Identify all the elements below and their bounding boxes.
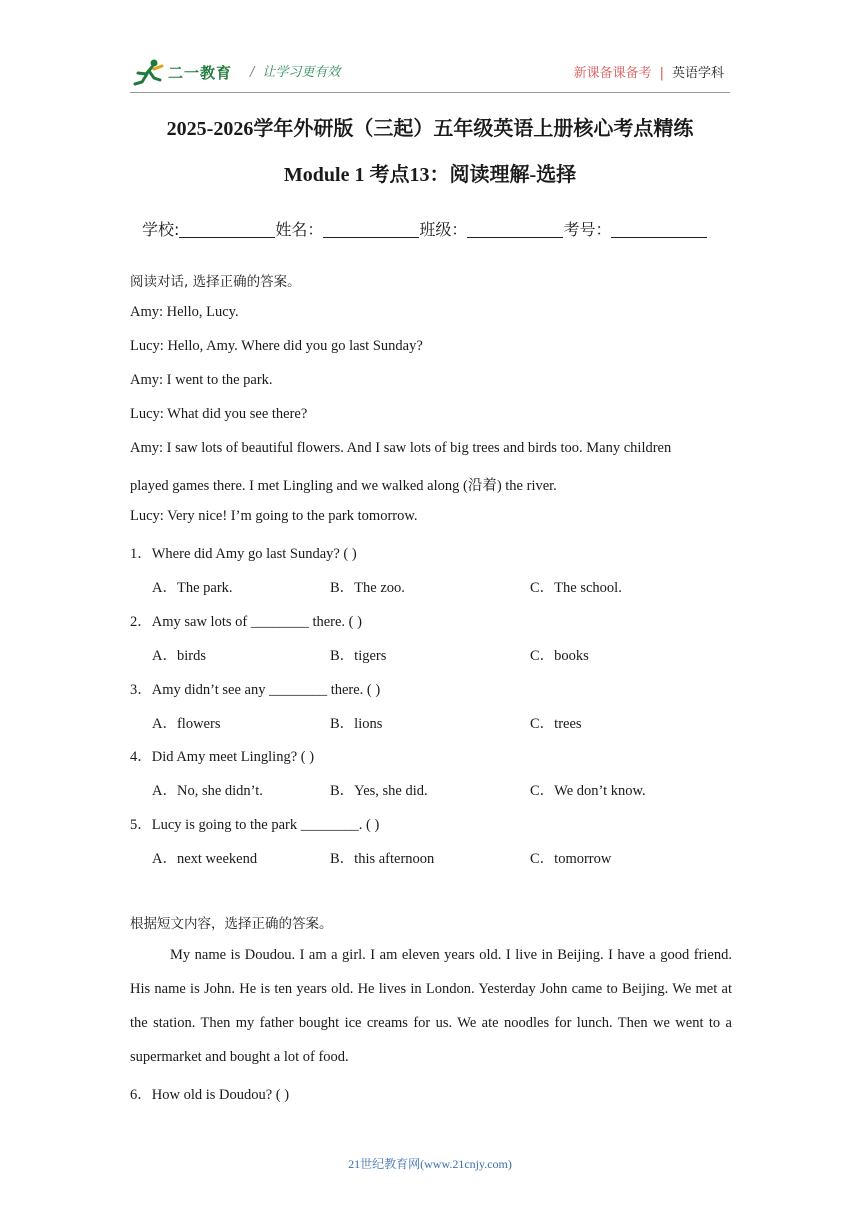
- dialogue-line: Amy: I saw lots of beautiful flowers. And I saw lots of big trees and birds too. Many children: [130, 440, 672, 456]
- school-field[interactable]: [179, 221, 275, 238]
- dialogue-line: Amy: Hello, Lucy.: [130, 304, 239, 320]
- q1-option-a[interactable]: A．The park.: [152, 580, 233, 596]
- page-header: [130, 52, 730, 92]
- question-1: 1．Where did Amy go last Sunday? ( ): [130, 546, 357, 562]
- q4-option-c[interactable]: C．We don’t know.: [530, 783, 646, 799]
- question-6: 6．How old is Doudou? ( ): [130, 1087, 290, 1103]
- question-4: 4．Did Amy meet Lingling? ( ): [130, 749, 315, 765]
- student-info-row: [142, 217, 707, 240]
- q4-option-a[interactable]: A．No, she didn’t.: [152, 783, 263, 799]
- header-divider: [130, 92, 730, 93]
- exam-no-label: 考号：: [563, 220, 612, 239]
- class-field[interactable]: [467, 221, 563, 238]
- q2-option-b[interactable]: B．tigers: [330, 648, 387, 664]
- q2-option-c[interactable]: C．books: [530, 648, 589, 664]
- page-footer: 21世纪教育网(www.21cnjy.com): [348, 1157, 512, 1171]
- logo: [132, 58, 242, 88]
- q3-option-a[interactable]: A．flowers: [152, 716, 221, 732]
- slogan: / 让学习更有效: [250, 65, 341, 80]
- dialogue-line: Lucy: What did you see there?: [130, 406, 308, 422]
- q5-option-c[interactable]: C．tomorrow: [530, 851, 612, 867]
- q1-option-c[interactable]: C．The school.: [530, 580, 622, 596]
- name-label: 姓名：: [275, 220, 324, 239]
- q3-option-b[interactable]: B．lions: [330, 716, 383, 732]
- school-label: 学校:: [142, 220, 180, 239]
- header-right: 新课备课备考 | 英语学科: [573, 66, 724, 81]
- q1-option-b[interactable]: B．The zoo.: [330, 580, 405, 596]
- q5-option-b[interactable]: B．this afternoon: [330, 851, 435, 867]
- question-3: 3．Amy didn’t see any ________ there. ( ): [130, 682, 381, 698]
- q2-option-a[interactable]: A．birds: [152, 648, 206, 664]
- question-2: 2．Amy saw lots of ________ there. ( ): [130, 614, 362, 630]
- slogan-text: 让学习更有效: [262, 65, 341, 80]
- section1-instruction: 阅读对话, 选择正确的答案。: [130, 274, 301, 290]
- dialogue-line: Lucy: Hello, Amy. Where did you go last Sunday?: [130, 338, 423, 354]
- q4-option-b[interactable]: B．Yes, she did.: [330, 783, 428, 799]
- class-label: 班级：: [419, 220, 468, 239]
- document-title: 2025-2026学年外研版（三起）五年级英语上册核心考点精练: [166, 118, 694, 140]
- passage-text: My name is Doudou. I am a girl. I am eleven years old. I live in Beijing. I have a good friend. His name is John. He is ten years old. He lives in London. Yesterday John came to Beijing. We met at the station. Then my father bought ice creams for us. We ate noodles for lunch. Then we went to a supermarket and bought a lot of food.: [130, 947, 732, 1065]
- question-5: 5．Lucy is going to the park ________. ( ): [130, 817, 380, 833]
- dialogue-line: played games there. I met Lingling and we walked along (沿着) the river.: [130, 478, 557, 494]
- header-right-label: 新课备课备考: [573, 66, 652, 81]
- logo-text: 二一教育: [168, 64, 233, 82]
- subject-label: 英语学科: [671, 66, 724, 81]
- exam-no-field[interactable]: [611, 221, 707, 238]
- q5-option-a[interactable]: A．next weekend: [152, 851, 258, 867]
- dialogue-line: Amy: I went to the park.: [130, 372, 273, 388]
- q3-option-c[interactable]: C．trees: [530, 716, 582, 732]
- name-field[interactable]: [323, 221, 419, 238]
- section2-instruction: 根据短文内容，选择正确的答案。: [130, 916, 333, 932]
- document-subtitle: Module 1 考点13：阅读理解-选择: [283, 164, 577, 186]
- runner-logo-icon: [132, 58, 168, 88]
- dialogue-line: Lucy: Very nice! I’m going to the park tomorrow.: [130, 508, 418, 524]
- reading-passage: [130, 938, 732, 1074]
